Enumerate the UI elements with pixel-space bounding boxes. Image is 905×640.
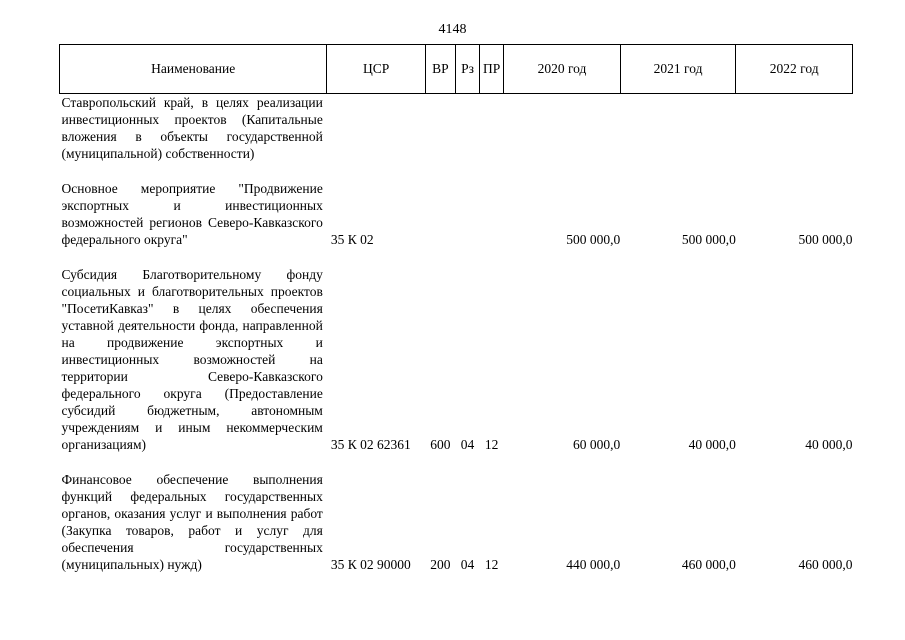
header-pr: ПР: [480, 45, 504, 94]
row-2020: 440 000,0: [566, 557, 621, 572]
header-2022: 2022 год: [736, 45, 853, 94]
row-name: Основное мероприятие "Продвижение экспортных и инвестиционных возможностей регионов Северо-Кавказского федерального округа": [61, 181, 323, 247]
page-number: 4148: [438, 22, 467, 37]
row-pr: 12: [484, 557, 499, 572]
header-rz: Рз: [455, 45, 479, 94]
table-row: [60, 266, 853, 453]
row-2022: 500 000,0: [798, 232, 853, 247]
row-csr: 35 К 02 62361: [330, 437, 411, 452]
table-row: [60, 94, 853, 163]
row-2020: 60 000,0: [573, 437, 621, 452]
row-2021: 460 000,0: [681, 557, 736, 572]
row-rz: 04: [460, 437, 475, 452]
header-2020: 2020 год: [504, 45, 621, 94]
table-row: [60, 471, 853, 573]
row-2020: [504, 94, 621, 163]
row-rz: [455, 94, 479, 163]
row-2021: 40 000,0: [688, 437, 736, 452]
row-2021: [620, 94, 736, 163]
row-pr: 12: [484, 437, 499, 452]
row-csr: 35 К 02: [330, 232, 374, 247]
row-2020: 500 000,0: [566, 232, 621, 247]
header-2021: 2021 год: [620, 45, 736, 94]
row-2022: [736, 94, 853, 163]
row-2022: 460 000,0: [798, 557, 853, 572]
budget-table: [59, 44, 853, 573]
row-pr: [480, 180, 504, 248]
row-2022: 40 000,0: [805, 437, 853, 452]
row-name: Ставропольский край, в целях реализации инвестиционных проектов (Капитальные вложения в объекты государственной (муниципальной) собственности): [61, 95, 323, 161]
row-csr: 35 К 02 90000: [330, 557, 411, 572]
row-name: Финансовое обеспечение выполнения функций федеральных государственных органов, оказания услуг и выполнения работ (Закупка товаров, работ и услуг для обеспечения государственных (муниципальных) нужд): [61, 472, 323, 572]
row-rz: 04: [460, 557, 475, 572]
row-vr: [425, 180, 455, 248]
header-row: [60, 45, 853, 94]
row-name: Субсидия Благотворительному фонду социальных и благотворительных проектов "ПосетиКавказ" в целях обеспечения уставной деятельности фонда, направленной на продвижение экспортных и инвестиционных возможностей на территории Северо-Кавказского федерального округа (Предоставление субсидий бюджетным, автономным учреждениям и иным некоммерческим организациям): [61, 267, 323, 452]
row-rz: [455, 180, 479, 248]
header-vr: ВР: [425, 45, 455, 94]
row-csr: [327, 94, 425, 163]
row-2021: 500 000,0: [681, 232, 736, 247]
row-vr: 600: [430, 437, 451, 452]
row-pr: [480, 94, 504, 163]
row-vr: 200: [430, 557, 451, 572]
header-csr: ЦСР: [327, 45, 425, 94]
row-vr: [425, 94, 455, 163]
header-name: Наименование: [60, 45, 327, 94]
table-row: [60, 180, 853, 248]
